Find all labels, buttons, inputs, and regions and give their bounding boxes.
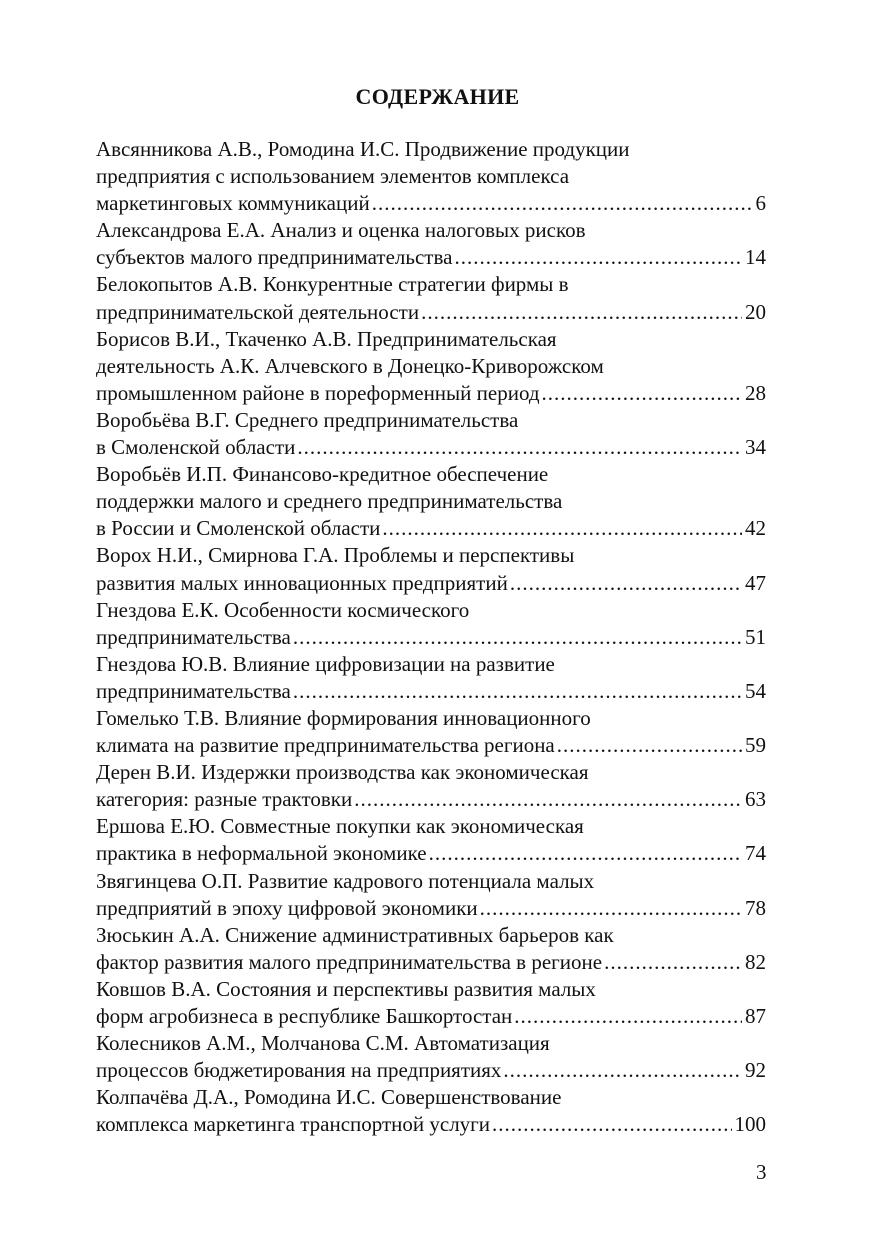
toc-entry-page: 63: [745, 787, 766, 812]
dot-leader: [382, 515, 742, 542]
toc-entry-line: [96, 380, 766, 407]
toc-entry-line: [96, 434, 766, 461]
toc-entry[interactable]: [96, 461, 766, 542]
dot-leader: [542, 380, 742, 407]
toc-entry-line: [96, 190, 766, 217]
toc-entry-line: [96, 244, 766, 271]
toc-entry[interactable]: [96, 326, 766, 407]
toc-entry-text: промышленном районе в пореформенный период: [96, 380, 540, 405]
toc-entry-text: Ворох Н.И., Смирнова Г.А. Проблемы и перспективы: [96, 543, 575, 568]
toc-entry-line: [96, 515, 766, 542]
toc-entry-page: 20: [745, 299, 766, 324]
toc-entry-line: [96, 759, 766, 786]
toc-entry-page: 42: [745, 516, 766, 541]
toc-entry-line: [96, 976, 766, 1003]
toc-entry-page: 54: [745, 678, 766, 703]
toc-entry-line: [96, 732, 766, 759]
toc-entry-line: [96, 624, 766, 651]
toc-entry-page: 74: [745, 841, 766, 866]
toc-entry-line: [96, 705, 766, 732]
toc-entry-text: Колпачёва Д.А., Ромодина И.С. Совершенствование: [96, 1085, 562, 1110]
toc-entry-text: поддержки малого и среднего предпринимательства: [96, 489, 563, 514]
dot-leader: [293, 678, 742, 705]
toc-entry-line: [96, 326, 766, 353]
toc-entry[interactable]: [96, 407, 766, 461]
dot-leader: [429, 840, 742, 867]
toc-entry-text: деятельность А.К. Алчевского в Донецко-Криворожском: [96, 353, 604, 378]
dot-leader: [514, 1003, 742, 1030]
dot-leader: [372, 190, 753, 217]
toc-entry-text: развития малых инновационных предприятий: [96, 570, 508, 595]
page-title: СОДЕРЖАНИЕ: [355, 84, 520, 109]
dot-leader: [510, 570, 742, 597]
toc-entry-line: [96, 678, 766, 705]
toc-entry-page: 59: [745, 733, 766, 758]
toc-entry[interactable]: [96, 651, 766, 705]
toc-entry-text: Звягинцева О.П. Развитие кадрового потенциала малых: [96, 868, 595, 893]
toc-entry[interactable]: [96, 542, 766, 596]
toc-entry-line: [96, 1030, 766, 1057]
toc-entry-text: предпринимательства: [96, 624, 291, 649]
toc-entry-text: Авсянникова А.В., Ромодина И.С. Продвижение продукции: [96, 137, 630, 161]
toc-entry-line: [96, 461, 766, 488]
toc-entry-line: [96, 1084, 766, 1111]
toc-entry[interactable]: [96, 271, 766, 325]
toc-entry-text: предпринимательства: [96, 678, 291, 703]
dot-leader: [604, 949, 742, 976]
toc-entry-page: 92: [745, 1058, 766, 1083]
dot-leader: [454, 244, 742, 271]
toc-entry-line: [96, 136, 766, 163]
toc-entry-line: [96, 299, 766, 326]
toc-entry[interactable]: [96, 1030, 766, 1084]
toc-entry-line: [96, 1111, 766, 1138]
toc-entry-page: 34: [745, 435, 766, 460]
toc-entry[interactable]: [96, 597, 766, 651]
page-number: 3: [756, 1160, 767, 1184]
dot-leader: [354, 786, 742, 813]
toc-entry-page: 14: [745, 245, 766, 270]
toc-entry-line: [96, 407, 766, 434]
dot-leader: [557, 732, 742, 759]
toc-entry-line: [96, 813, 766, 840]
toc-entry-line: [96, 1057, 766, 1084]
toc-entry-text: практика в неформальной экономике: [96, 841, 427, 866]
dot-leader: [297, 434, 742, 461]
toc-entry-text: категория: разные трактовки: [96, 787, 353, 812]
toc-entry-text: Белокопытов А.В. Конкурентные стратегии фирмы в: [96, 272, 569, 297]
toc-entry-line: [96, 353, 766, 380]
table-of-contents: [96, 136, 766, 1138]
toc-entry[interactable]: [96, 1084, 766, 1138]
toc-entry-text: Гнездова Е.К. Особенности космического: [96, 597, 470, 622]
toc-entry-text: климата на развитие предпринимательства региона: [96, 733, 555, 758]
toc-entry-text: Гомелько Т.В. Влияние формирования инновационного: [96, 705, 591, 730]
toc-entry-line: [96, 488, 766, 515]
toc-entry[interactable]: [96, 813, 766, 867]
toc-entry-text: Александрова Е.А. Анализ и оценка налоговых рисков: [96, 218, 586, 243]
toc-entry-page: 87: [745, 1004, 766, 1028]
toc-entry-text: процессов бюджетирования на предприятиях: [96, 1058, 502, 1083]
toc-entry[interactable]: [96, 217, 766, 271]
toc-entry-line: [96, 271, 766, 298]
toc-entry-text: фактор развития малого предпринимательства в регионе: [96, 949, 603, 974]
toc-entry[interactable]: [96, 976, 766, 1030]
toc-entry-line: [96, 922, 766, 949]
dot-leader: [421, 299, 742, 326]
toc-entry[interactable]: [96, 136, 766, 217]
toc-entry-text: субъектов малого предпринимательства: [96, 245, 453, 270]
toc-entry-text: Воробьёв И.П. Финансово-кредитное обеспечение: [96, 462, 549, 487]
toc-entry-text: предприятия с использованием элементов комплекса: [96, 164, 570, 189]
toc-entry-line: [96, 651, 766, 678]
toc-entry-line: [96, 542, 766, 569]
toc-entry-line: [96, 597, 766, 624]
toc-entry[interactable]: [96, 868, 766, 922]
toc-entry-text: Воробьёва В.Г. Среднего предпринимательства: [96, 407, 519, 432]
toc-entry[interactable]: [96, 705, 766, 759]
toc-entry-text: предприятий в эпоху цифровой экономики: [96, 895, 478, 920]
toc-entry-line: [96, 570, 766, 597]
toc-entry-page: 28: [745, 380, 766, 405]
toc-entry-text: Ершова Е.Ю. Совместные покупки как экономическая: [96, 814, 584, 839]
toc-entry-text: Ковшов В.А. Состояния и перспективы развития малых: [96, 976, 596, 1001]
toc-entry-text: Гнездова Ю.В. Влияние цифровизации на развитие: [96, 651, 555, 676]
toc-entry-line: [96, 840, 766, 867]
toc-entry-text: комплекса маркетинга транспортной услуги: [96, 1112, 491, 1137]
toc-entry-text: Зюськин А.А. Снижение административных барьеров как: [96, 922, 614, 947]
toc-entry-text: Дерен В.И. Издержки производства как экономическая: [96, 760, 589, 785]
toc-entry-page: 78: [745, 895, 766, 920]
toc-entry-text: в Смоленской области: [96, 435, 296, 460]
toc-entry-line: [96, 868, 766, 895]
toc-entry-text: предпринимательской деятельности: [96, 299, 420, 324]
toc-entry-page: 100: [734, 1112, 766, 1137]
toc-entry-page: 51: [745, 624, 766, 649]
toc-entry-text: маркетинговых коммуникаций: [96, 191, 370, 216]
toc-entry-line: [96, 217, 766, 244]
toc-entry-line: [96, 949, 766, 976]
dot-leader: [293, 624, 742, 651]
dot-leader: [503, 1057, 742, 1084]
toc-entry-text: форм агробизнеса в республике Башкортостан: [96, 1004, 513, 1028]
dot-leader: [492, 1111, 731, 1138]
dot-leader: [480, 895, 742, 922]
toc-entry-line: [96, 895, 766, 922]
toc-entry-line: [96, 1003, 766, 1030]
toc-entry[interactable]: [96, 922, 766, 976]
toc-entry[interactable]: [96, 759, 766, 813]
toc-entry-page: 47: [745, 570, 766, 595]
toc-entry-text: в России и Смоленской области: [96, 516, 381, 541]
toc-entry-line: [96, 786, 766, 813]
toc-entry-text: Борисов В.И., Ткаченко А.В. Предпринимательская: [96, 326, 557, 351]
toc-entry-page: 6: [755, 191, 766, 216]
toc-entry-line: [96, 163, 766, 190]
toc-entry-text: Колесников А.М., Молчанова С.М. Автоматизация: [96, 1031, 550, 1056]
toc-entry-page: 82: [745, 949, 766, 974]
